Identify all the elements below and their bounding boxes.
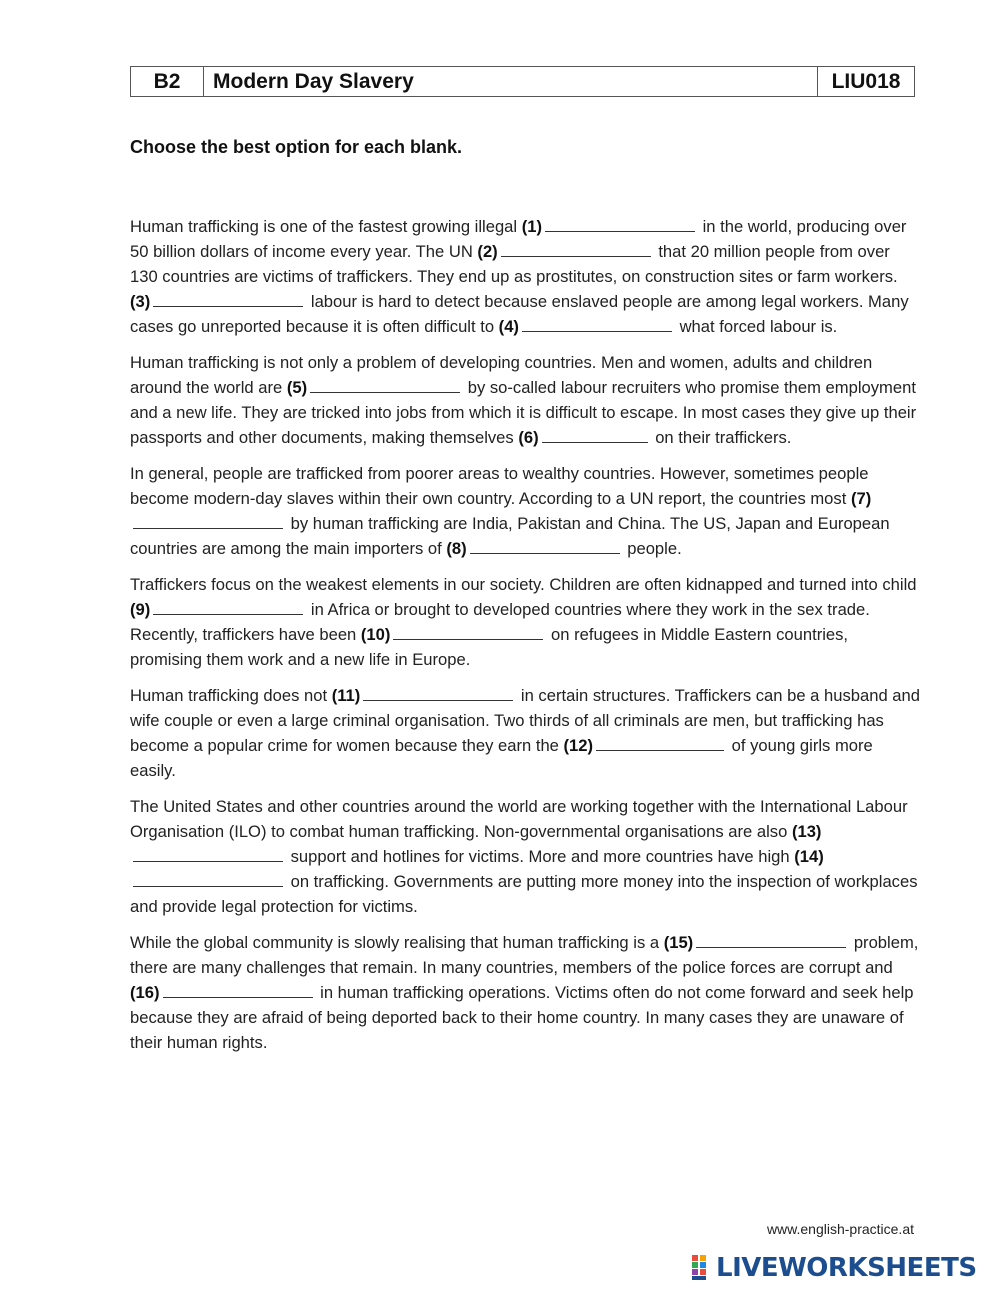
- text-segment: Human trafficking does not: [130, 686, 332, 705]
- text-segment: by human trafficking are India, Pakistan and China. The US, Japan and European countries are among the main importers of: [130, 514, 890, 558]
- worksheet-title: Modern Day Slavery: [204, 67, 818, 97]
- blank-number-15: (15): [663, 933, 694, 952]
- paragraph: [130, 794, 920, 919]
- blank-13[interactable]: [133, 845, 283, 862]
- text-segment: in human trafficking operations. Victims often do not come forward and seek help because they are afraid of being deported back to their home country. In many cases they are unaware of their human rights.: [130, 983, 914, 1052]
- text-segment: of young girls more easily.: [130, 736, 873, 780]
- text-segment: in the world, producing over 50 billion dollars of income every year. The UN: [130, 217, 907, 261]
- text-segment: support and hotlines for victims. More and more countries have high: [286, 847, 795, 866]
- brand-name: LIVEWORKSHEETS: [716, 1253, 977, 1283]
- text-segment: labour is hard to detect because enslaved people are among legal workers. Many cases go unreported because it is often difficult to: [130, 292, 909, 336]
- paragraph: [130, 461, 920, 561]
- text-segment: In general, people are trafficked from poorer areas to wealthy countries. However, sometimes people become modern-day slaves within their own country. According to a UN report, the countries most: [130, 464, 869, 508]
- passage: [130, 214, 920, 1066]
- blank-number-13: (13): [791, 822, 822, 841]
- text-segment: The United States and other countries around the world are working together with the International Labour Organisation (ILO) to combat human trafficking. Non-governmental organisations are also: [130, 797, 908, 841]
- footer-url: www.english-practice.at: [766, 1221, 914, 1237]
- blank-16[interactable]: [163, 981, 313, 998]
- text-segment: Human trafficking is not only a problem of developing countries. Men and women, adults and children around the world are: [130, 353, 873, 397]
- blank-number-11: (11): [331, 686, 361, 705]
- blank-number-1: (1): [521, 217, 542, 236]
- liveworksheets-logo: [692, 1253, 977, 1283]
- text-segment: on refugees in Middle Eastern countries, promising them work and a new life in Europe.: [130, 625, 849, 669]
- blank-number-3: (3): [130, 292, 151, 311]
- instructions: Choose the best option for each blank.: [130, 137, 463, 157]
- text-segment: on trafficking. Governments are putting more money into the inspection of workplaces and provide legal protection for victims.: [130, 872, 918, 916]
- text-segment: people.: [622, 539, 682, 558]
- paragraph: [130, 572, 920, 672]
- blank-14[interactable]: [133, 870, 283, 887]
- blank-3[interactable]: [153, 290, 303, 307]
- text-segment: that 20 million people from over 130 countries are victims of traffickers. They end up as prostitutes, on construction sites or farm workers.: [130, 242, 898, 286]
- blank-9[interactable]: [153, 598, 303, 615]
- level-badge: B2: [131, 67, 204, 97]
- blank-5[interactable]: [310, 376, 460, 393]
- paragraph: [130, 214, 920, 339]
- blank-number-8: (8): [446, 539, 467, 558]
- text-segment: Human trafficking is one of the fastest growing illegal: [130, 217, 522, 236]
- text-segment: in Africa or brought to developed countries where they work in the sex trade. Recently, traffickers have been: [130, 600, 870, 644]
- text-segment: While the global community is slowly realising that human trafficking is a: [130, 933, 664, 952]
- blank-number-2: (2): [477, 242, 498, 261]
- text-segment: in certain structures. Traffickers can be a husband and wife couple or even a large criminal organisation. Two thirds of all criminals are men, but trafficking has become a popular crime for women because they earn the: [130, 686, 920, 755]
- text-segment: on their traffickers.: [650, 428, 792, 447]
- paragraph: [130, 683, 920, 783]
- text-segment: what forced labour is.: [674, 317, 838, 336]
- blank-7[interactable]: [133, 512, 283, 529]
- paragraph: [130, 350, 920, 450]
- blank-2[interactable]: [501, 240, 651, 257]
- text-segment: by so-called labour recruiters who promise them employment and a new life. They are tricked into jobs from which it is difficult to escape. In most cases they give up their passports and other documents, making themselves: [130, 378, 917, 447]
- blank-number-5: (5): [286, 378, 308, 397]
- blank-10[interactable]: [393, 623, 543, 640]
- blank-number-6: (6): [518, 428, 539, 447]
- blank-number-4: (4): [498, 317, 519, 336]
- liveworksheets-icon: [692, 1255, 714, 1281]
- blank-11[interactable]: [363, 684, 513, 701]
- blank-number-9: (9): [130, 600, 151, 619]
- text-segment: problem, there are many challenges that remain. In many countries, members of the police forces are corrupt and: [130, 933, 919, 977]
- blank-12[interactable]: [596, 734, 724, 751]
- text-segment: Traffickers focus on the weakest elements in our society. Children are often kidnapped and turned into child: [130, 575, 917, 594]
- blank-number-12: (12): [563, 736, 594, 755]
- paragraph: [130, 930, 920, 1055]
- blank-number-10: (10): [360, 625, 391, 644]
- worksheet-header: [130, 66, 915, 97]
- blank-number-16: (16): [130, 983, 160, 1002]
- blank-1[interactable]: [545, 215, 695, 232]
- blank-6[interactable]: [542, 426, 648, 443]
- blank-4[interactable]: [522, 315, 672, 332]
- blank-number-7: (7): [850, 489, 872, 508]
- blank-number-14: (14): [794, 847, 824, 866]
- blank-15[interactable]: [696, 931, 846, 948]
- worksheet-code: LIU018: [818, 67, 915, 97]
- blank-8[interactable]: [470, 537, 620, 554]
